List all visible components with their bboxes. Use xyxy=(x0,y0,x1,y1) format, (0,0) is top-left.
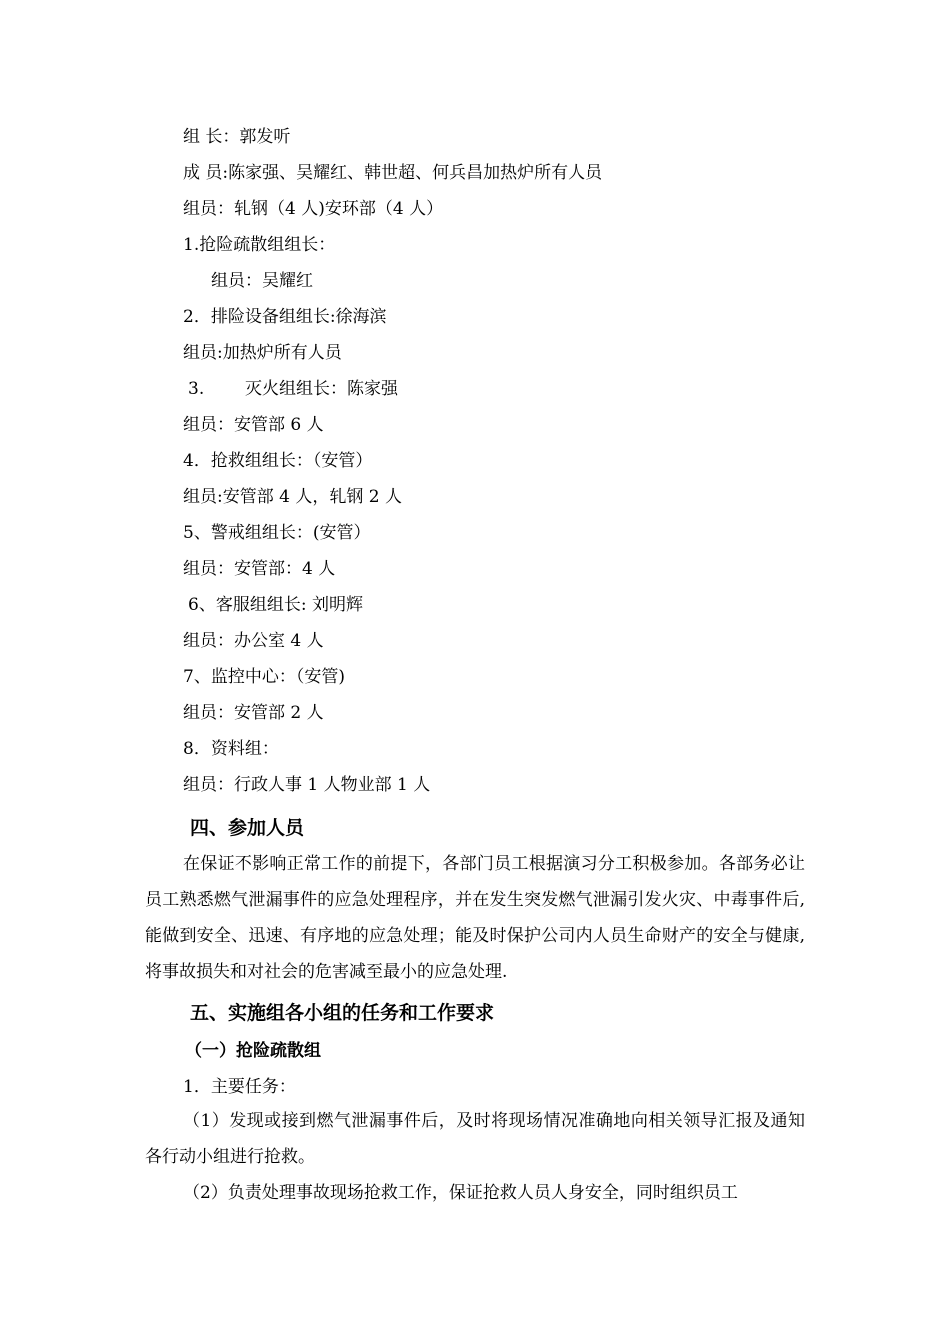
section-4-paragraph: 在保证不影响正常工作的前提下，各部门员工根据演习分工积极参加。各部务必让员工熟悉燃气泄漏事件的应急处理程序，并在发生突发燃气泄漏引发火灾、中毒事件后,能做到安全、迅速、有序地的应急处理；能及时保护公司内人员生命财产的安全与健康, 将事故损失和对社会的危害减至最小的应急处理. xyxy=(145,854,805,982)
group-leader-line: 组 长：郭发听 xyxy=(183,127,291,147)
records-group-members: 组员：行政人事 1 人物业部 1 人 xyxy=(183,775,431,795)
service-group-members: 组员：办公室 4 人 xyxy=(183,631,324,651)
evacuation-group-members: 组员：吴耀红 xyxy=(211,271,313,291)
members-rolling-line: 组员：轧钢（4 人)安环部（4 人） xyxy=(183,199,444,219)
service-group-leader: 6、客服组组长: 刘明辉 xyxy=(188,595,363,615)
main-tasks-title: 1．主要任务： xyxy=(183,1077,296,1097)
fire-group-leader: 灭火组组长：陈家强 xyxy=(245,379,398,399)
equipment-group-leader: 2．排险设备组组长:徐海滨 xyxy=(183,307,387,327)
guard-group-members: 组员：安管部：4 人 xyxy=(183,559,336,579)
section-5-heading: 五、实施组各小组的任务和工作要求 xyxy=(190,1002,495,1024)
task-2-paragraph: （2）负责处理事故现场抢救工作，保证抢救人员人身安全，同时组织员工 xyxy=(183,1183,738,1203)
section-4-heading: 四、参加人员 xyxy=(190,817,305,839)
rescue-group-members: 组员:安管部 4 人，轧钢 2 人 xyxy=(183,487,402,507)
section-5-subheading: （一）抢险疏散组 xyxy=(185,1041,321,1061)
rescue-group-leader: 4．抢救组组长：（安管） xyxy=(183,451,373,471)
group-members-line: 成 员:陈家强、吴耀红、韩世超、何兵昌加热炉所有人员 xyxy=(183,163,603,183)
fire-group-number: 3. xyxy=(188,379,205,399)
monitoring-members: 组员：安管部 2 人 xyxy=(183,703,324,723)
task-1-paragraph: （1）发现或接到燃气泄漏事件后，及时将现场情况准确地向相关领导汇报及通知各行动小组进行抢救。 xyxy=(145,1111,805,1167)
monitoring-center: 7、监控中心：（安管) xyxy=(183,667,345,687)
guard-group-leader: 5、警戒组组长：(安管） xyxy=(183,523,371,543)
evacuation-group-leader: 1.抢险疏散组组长： xyxy=(183,235,336,255)
records-group: 8．资料组： xyxy=(183,739,279,759)
equipment-group-members: 组员:加热炉所有人员 xyxy=(183,343,342,363)
fire-group-members: 组员：安管部 6 人 xyxy=(183,415,324,435)
